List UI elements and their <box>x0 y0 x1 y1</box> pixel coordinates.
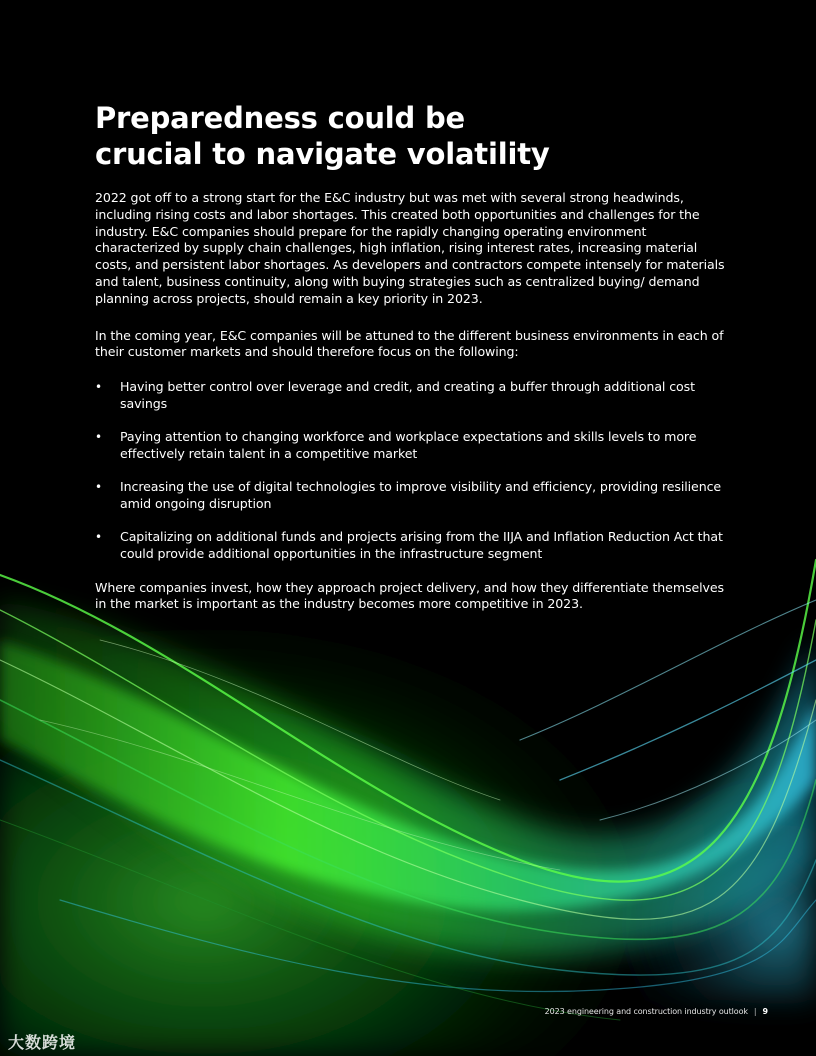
bullet-icon: • <box>95 480 102 495</box>
bullet-icon: • <box>95 380 102 395</box>
page-title <box>95 100 725 172</box>
main-content <box>95 100 725 613</box>
list-item-text: Paying attention to changing workforce and workplace expectations and skills levels to more effectively retain talent in a competitive market <box>120 429 697 462</box>
footer-title: 2023 engineering and construction industry outlook <box>544 1007 748 1016</box>
list-item <box>95 379 725 413</box>
list-item <box>95 479 725 513</box>
bullet-icon: • <box>95 430 102 445</box>
page-number: 9 <box>762 1007 768 1016</box>
list-item-text: Increasing the use of digital technologies to improve visibility and efficiency, providing resilience amid ongoing disruption <box>120 479 722 512</box>
watermark-text: 大数跨境 <box>8 1033 77 1052</box>
lead-paragraph: In the coming year, E&C companies will be attuned to the different business environments in each of their customer markets and should therefore focus on the following: <box>95 327 724 360</box>
intro-paragraph: 2022 got off to a strong start for the E&C industry but was met with several strong headwinds, including rising costs and labor shortages. This created both opportunities and challenges for the industry. E&C companies should prepare for the rapidly changing operating environment characterized by supply chain challenges, high inflation, rising interest rates, increasing material costs, and persistent labor shortages. As developers and contractors compete intensely for materials and talent, business continuity, along with buying strategies such as centralized buying/ demand planning across projects, should remain a key priority in 2023. <box>95 190 725 306</box>
list-item-text: Capitalizing on additional funds and projects arising from the IIJA and Inflation Reduction Act that could provide additional opportunities in the infrastructure segment <box>120 529 723 562</box>
bullet-icon: • <box>95 530 102 545</box>
page-footer <box>545 1007 768 1016</box>
page-title-line-1: Preparedness could be <box>95 101 465 135</box>
list-item <box>95 529 725 563</box>
list-item <box>95 429 725 463</box>
focus-list <box>95 379 725 563</box>
closing-paragraph: Where companies invest, how they approach project delivery, and how they differentiate themselves in the market is important as the industry becomes more competitive in 2023. <box>95 579 724 612</box>
list-item-text: Having better control over leverage and credit, and creating a buffer through additional cost savings <box>120 379 695 411</box>
footer-separator: | <box>753 1007 757 1016</box>
page-title-line-2: crucial to navigate volatility <box>95 137 550 171</box>
watermark-logo <box>8 1030 76 1053</box>
